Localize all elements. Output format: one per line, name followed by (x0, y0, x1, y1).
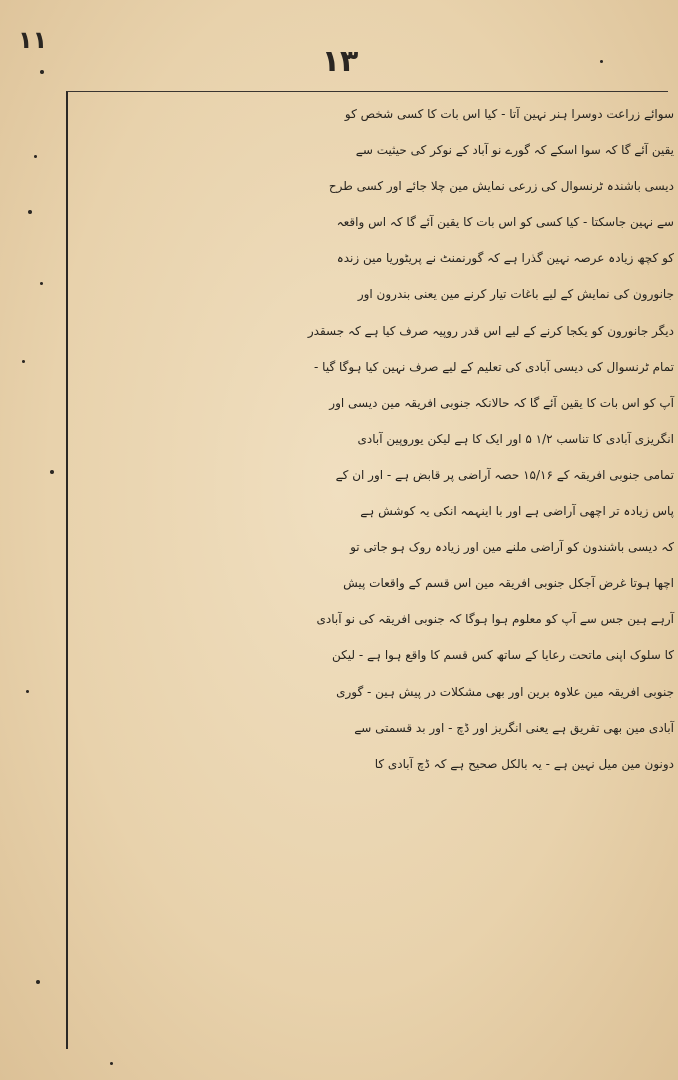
ink-speck (34, 155, 37, 158)
ink-speck (110, 1062, 113, 1065)
text-line: کا سلوک اپنی ماتحت رعایا کے ساتھ کس قسم کا واقع ہوا ہے - لیکن (331, 648, 674, 663)
text-line: کہ دیسی باشندون کو آراضی ملنے مین اور زیادہ روک ہو جاتی تو (350, 540, 674, 555)
ink-speck (50, 470, 54, 474)
page-number: ۱۳ (321, 44, 359, 79)
text-line: انگریزی آبادی کا تناسب ۱/۲ ۵ اور ایک کا ہے لیکن یوروپین آبادی (357, 431, 674, 446)
ink-speck (40, 70, 44, 74)
text-line: سوائے زراعت دوسرا ہنر نہین آتا - کیا اس بات کا کسی شخص کو (344, 107, 674, 121)
corner-mark: ۱۱ (18, 26, 48, 54)
text-line: سے نہین جاسکتا - کیا کسی کو اس بات کا یقین آئے گا کہ اس واقعہ (336, 215, 674, 230)
text-line: تمامی جنوبی افریقہ کے ۱۵/۱۶ حصہ آراضی پر قابض ہے - اور ان کے (335, 467, 674, 482)
ink-speck (22, 360, 25, 363)
text-line: کو کچھ زیادہ عرصہ نہین گذرا ہے کہ گورنمنٹ نے پریٹوریا مین زندہ (336, 251, 674, 266)
text-line: اچھا ہوتا غرض آجکل جنوبی افریقہ مین اس قسم کے واقعات پیش (343, 576, 674, 591)
text-line: دیگر جانورون کو یکجا کرنے کے لیے اس قدر روپیہ صرف کیا ہے کہ جسقدر (307, 323, 674, 338)
ink-speck (600, 60, 603, 63)
text-line: آپ کو اس بات کا یقین آئے گا کہ حالانکہ جنوبی افریقہ مین دیسی اور (329, 395, 674, 410)
text-line: آرہے ہین جس سے آپ کو معلوم ہوا ہوگا کہ جنوبی افریقہ کی نو آبادی (316, 612, 674, 627)
text-line: آبادی مین بھی تفریق ہے یعنی انگریز اور ڈچ - اور بد قسمتی سے (354, 720, 674, 735)
ink-speck (40, 282, 43, 285)
body-text (74, 96, 678, 782)
text-line: جانورون کی نمایش کے لیے باغات تیار کرنے مین یعنی بندرون اور (357, 287, 674, 302)
text-line: پاس زیادہ تر اچھی آراضی ہے اور با اینہمہ انکی یہ کوشش ہے (360, 504, 674, 519)
ink-speck (28, 210, 32, 214)
text-line: دیسی باشندہ ٹرنسوال کی زرعی نمایش مین چلا جائے اور کسی طرح (328, 179, 674, 194)
text-line: تمام ٹرنسوال کی دیسی آبادی کی تعلیم کے لیے صرف نہین کیا ہوگا گیا - (314, 359, 674, 374)
ink-speck (36, 980, 40, 984)
ink-speck (26, 690, 29, 693)
text-line: دونون مین میل نہین ہے - یہ بالکل صحیح ہے کہ ڈچ آبادی کا (374, 756, 674, 771)
text-line: یقین آئے گا کہ سوا اسکے کہ گورے نو آباد کے نوکر کی حیثیت سے (355, 143, 674, 158)
text-line: جنوبی افریقہ مین علاوہ برین اور بھی مشکلات در پیش ہین - گوری (336, 684, 674, 699)
